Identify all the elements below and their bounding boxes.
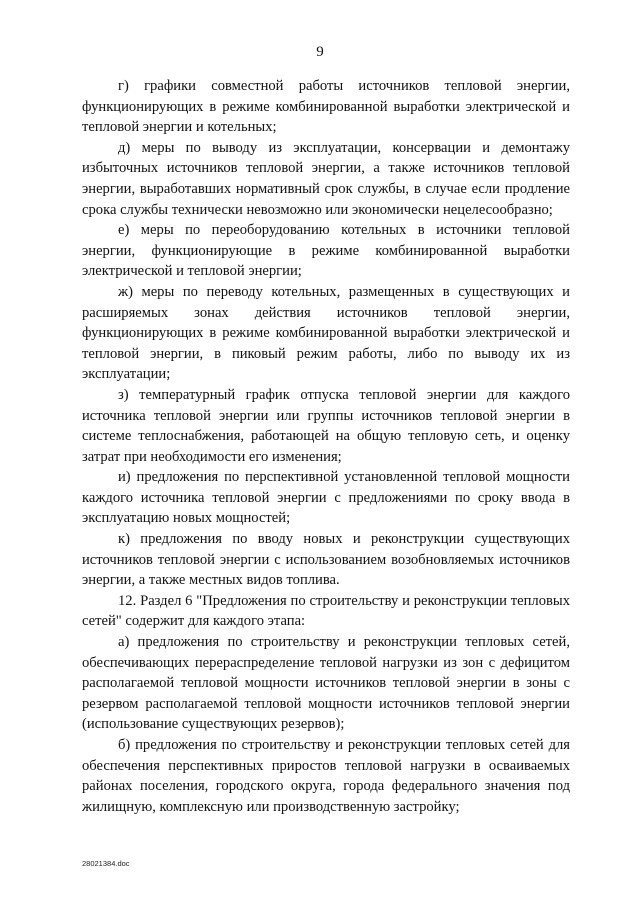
page-number: 9 — [316, 44, 324, 60]
paragraph-b: б) предложения по строительству и реконструкции тепловых сетей для обеспечения перспективных приростов тепловой нагрузки в осваиваемых районах поселения, городского округа, города федерального значения под жилищную, комплексную или производственную застройку; — [82, 737, 570, 815]
paragraph-zh: ж) меры по переводу котельных, размещенных в существующих и расширяемых зонах действия источников тепловой энергии, функционирующих в режиме комбинированной выработки электрической и тепловой энергии, в пиковый режим работы, либо по выводу их из эксплуатации; — [82, 283, 570, 383]
paragraph-e: е) меры по переоборудованию котельных в источники тепловой энергии, функционирующие в режиме комбинированной выработки электрической и тепловой энергии; — [82, 222, 570, 280]
document-body — [82, 76, 570, 817]
paragraph-d: д) меры по выводу из эксплуатации, консервации и демонтажу избыточных источников тепловой энергии, а также источников тепловой энергии, выработавших нормативный срок службы, в случае если продление срока службы технически невозможно или экономически нецелесообразно; — [82, 139, 570, 218]
paragraph-k: к) предложения по вводу новых и реконструкции существующих источников тепловой энергии с использованием возобновляемых источников энергии, а также местных видов топлива. — [82, 531, 570, 589]
paragraph-z: з) температурный график отпуска тепловой энергии для каждого источника тепловой энергии или группы источников тепловой энергии в системе теплоснабжения, работающей на общую тепловую сеть, и оценку затрат при необходимости его изменения; — [82, 386, 570, 465]
footer-file-name: 28021384.doc — [82, 859, 130, 868]
paragraph-section-12: 12. Раздел 6 "Предложения по строительству и реконструкции тепловых сетей" содержит для каждого этапа: — [82, 592, 570, 630]
paragraph-a: а) предложения по строительству и реконструкции тепловых сетей, обеспечивающих перераспределение тепловой нагрузки из зон с дефицитом располагаемой тепловой мощности источников тепловой энергии в зоны с резервом располагаемой тепловой мощности источников тепловой энергии (использование существующих резервов); — [82, 634, 570, 733]
paragraph-i: и) предложения по перспективной установленной тепловой мощности каждого источника тепловой энергии с предложениями по сроку ввода в эксплуатацию новых мощностей; — [82, 469, 570, 527]
paragraph-g: г) графики совместной работы источников тепловой энергии, функционирующих в режиме комбинированной выработки электрической и тепловой энергии и котельных; — [82, 78, 570, 136]
